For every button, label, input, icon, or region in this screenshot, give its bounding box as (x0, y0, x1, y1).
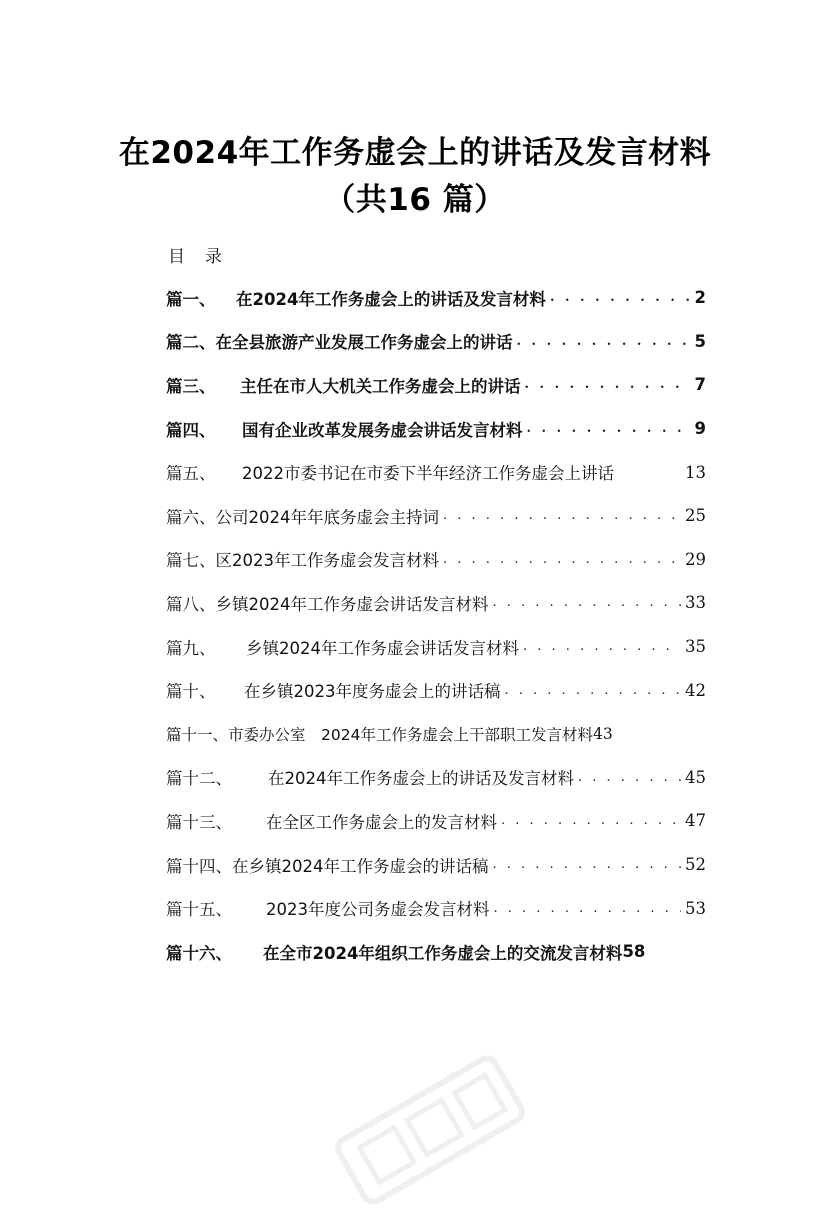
toc-entry-number: 篇八、 (166, 594, 216, 614)
toc-entry[interactable] (166, 625, 706, 669)
toc-entry[interactable] (166, 450, 706, 494)
toc-entry-page: 35 (685, 637, 706, 657)
toc-entry-number: 篇十五、 (166, 900, 232, 920)
toc-entry[interactable] (166, 581, 706, 625)
toc-entry[interactable] (166, 756, 706, 800)
toc-entry-number: 篇十二、 (166, 769, 232, 789)
toc-entry-number: 篇四、 (166, 420, 216, 440)
toc-entry-page: 13 (685, 462, 706, 482)
toc-entry[interactable] (166, 494, 706, 538)
toc-entry-page: 43 (592, 724, 613, 743)
toc-entry[interactable] (166, 276, 706, 320)
toc-entry-title: 在2024年工作务虚会上的讲话及发言材料 (236, 289, 546, 309)
toc-entry[interactable] (166, 886, 706, 930)
toc-entry-title: 公司2024年年底务虚会主持词 (215, 507, 439, 527)
toc-leader-dots (493, 595, 682, 610)
toc-entry-number: 篇十一、 (166, 725, 229, 744)
toc-entry-title: 在全区工作务虚会上的发言材料 (266, 812, 497, 832)
toc-entry-page: 9 (694, 419, 706, 439)
toc-entry[interactable] (166, 799, 706, 843)
toc-entry-number: 篇六、 (166, 507, 216, 527)
toc-entry[interactable] (166, 712, 706, 756)
toc-entry-page: 7 (694, 375, 706, 395)
toc-entry-title: 2022市委书记在市委下半年经济工作务虚会上讲话 (242, 464, 614, 484)
toc-entry-number: 篇五、 (166, 464, 216, 484)
toc-entry-number: 篇三、 (166, 376, 216, 396)
toc-entry-number: 篇七、 (166, 551, 216, 571)
toc-entry-title: 市委办公室 2024年工作务虚会上干部职工发言材料 (228, 725, 593, 744)
toc-entry-title: 区2023年工作务虚会发言材料 (215, 551, 439, 571)
toc-entry[interactable] (166, 363, 706, 407)
document-title: 在2024年工作务虚会上的讲话及发言材料 (118, 135, 712, 171)
toc-entry-title: 在乡镇2023年度务虚会上的讲话稿 (244, 682, 501, 702)
toc-entry-number: 篇九、 (166, 638, 216, 658)
toc-leader-dots (517, 334, 691, 349)
toc-entry-page: 5 (694, 331, 706, 351)
toc-leader-dots (527, 421, 691, 436)
toc-entry-page: 29 (685, 549, 706, 569)
toc-heading: 目录 (168, 247, 242, 267)
toc-entry-page: 25 (685, 506, 706, 526)
toc-entry-title: 乡镇2024年工作务虚会讲话发言材料 (215, 594, 489, 614)
toc-entry-page: 45 (685, 767, 706, 787)
toc-entry-title: 主任在市人大机关工作务虚会上的讲话 (240, 376, 521, 396)
toc-leader-dots (578, 770, 681, 785)
toc-entry-title: 在全县旅游产业发展工作务虚会上的讲话 (215, 333, 513, 353)
toc-entry-title: 2023年度公司务虚会发言材料 (266, 900, 490, 920)
toc-entry-page: 53 (685, 898, 706, 918)
toc-entry[interactable] (166, 407, 706, 451)
toc-leader-dots (494, 901, 682, 916)
watermark-logo (321, 1041, 539, 1219)
toc-entry[interactable] (166, 320, 706, 364)
toc-leader-dots (443, 508, 681, 523)
toc-leader-dots (550, 290, 691, 305)
toc-entry-title: 国有企业改革发展务虚会讲话发言材料 (242, 420, 523, 440)
toc-entry-title: 在全市2024年组织工作务虚会上的交流发言材料 (263, 943, 623, 963)
toc-leader-dots (493, 857, 682, 872)
toc-leader-dots (525, 377, 691, 392)
toc-entry-title: 在乡镇2024年工作务虚会的讲话稿 (232, 856, 489, 876)
toc-entry-number: 篇一、 (166, 289, 216, 309)
toc-entry[interactable] (166, 843, 706, 887)
toc-leader-dots (501, 813, 681, 828)
toc-entry-page: 42 (685, 680, 706, 700)
toc-leader-dots (443, 552, 681, 567)
toc-entry-title: 在2024年工作务虚会上的讲话及发言材料 (268, 769, 574, 789)
toc-entry-number: 篇十六、 (166, 943, 232, 963)
toc-entry[interactable] (166, 668, 706, 712)
toc-leader-dots (505, 683, 682, 698)
toc-entry-number: 篇十三、 (166, 812, 232, 832)
toc-entry-title: 乡镇2024年工作务虚会讲话发言材料 (246, 638, 519, 658)
toc-entry-page: 52 (685, 855, 706, 875)
toc-entry[interactable] (166, 538, 706, 582)
toc-entry-page: 2 (694, 288, 706, 308)
toc-leader-dots (523, 639, 681, 654)
toc-entry-page: 58 (622, 942, 646, 962)
toc-entry[interactable] (166, 930, 706, 974)
document-subtitle: （共16 篇） (324, 182, 506, 218)
toc-entry-number: 篇十、 (166, 682, 216, 702)
toc-entry-number: 篇二、 (166, 333, 216, 353)
toc-entry-number: 篇十四、 (166, 856, 232, 876)
table-of-contents (166, 276, 706, 974)
toc-entry-page: 33 (685, 593, 706, 613)
toc-entry-page: 47 (685, 811, 706, 831)
